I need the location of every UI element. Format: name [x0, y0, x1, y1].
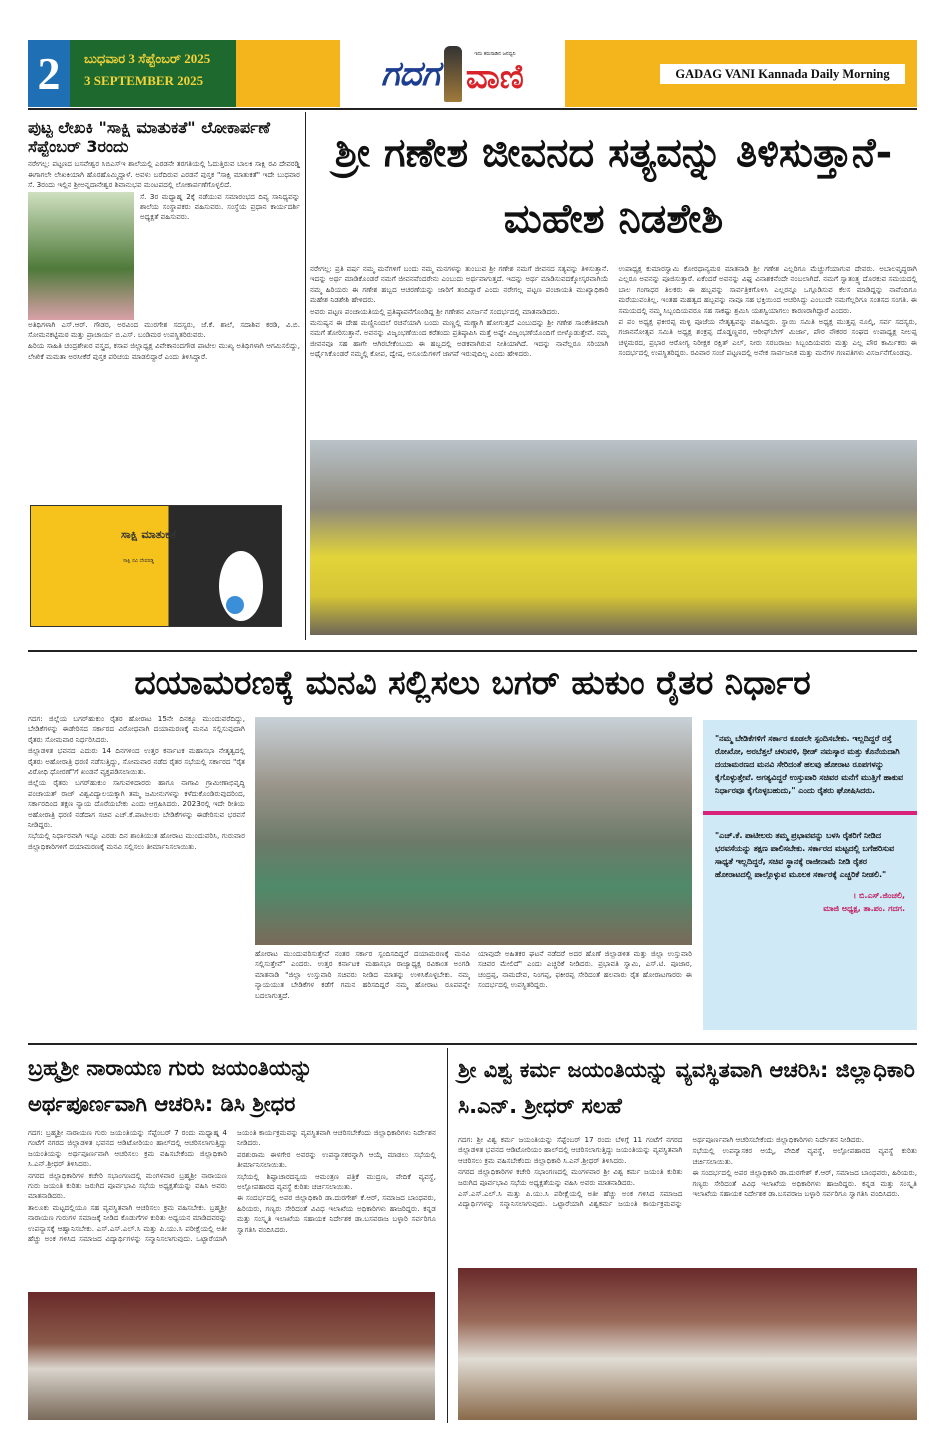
farmers-protest-photo [255, 717, 692, 945]
vishwakarma-meeting-photo [458, 1268, 917, 1420]
patil-quote: "ಎಚ್.ಕೆ. ಪಾಟೀಲರು ತಮ್ಮ ಪ್ರಭಾವವನ್ನು ಬಳಸಿ ರೈತರಿಗೆ ನೀಡಿದ ಭರವಸೆಯನ್ನು ತಕ್ಷಣ ಪಾಲಿಸಬೇಕು. ಸರ್ಕಾರದ ಮಟ್ಟದಲ್ಲಿ ಬಗೆಹರಿಸುವ ಸಾಧ್ಯತೆ ಇಲ್ಲದಿದ್ದರೆ, ಸಚಿವ ಸ್ಥಾನಕ್ಕೆ ರಾಜೀನಾಮೆ ನೀಡಿ ರೈತರ ಹೋರಾಟದಲ್ಲಿ ಪಾಲ್ಗೊಳ್ಳುವ ಮೂಲಕ ಸರ್ಕಾರಕ್ಕೆ ಎಚ್ಚರಿಕೆ ನೀಡಲಿ." [715, 831, 895, 879]
vishwakarma-headline: ಶ್ರೀ ವಿಶ್ವ ಕರ್ಮ ಜಯಂತಿಯನ್ನು ವ್ಯವಸ್ಥಿತವಾಗಿ ಆಚರಿಸಿ: ಜಿಲ್ಲಾಧಿಕಾರಿ ಸಿ.ಎನ್. ಶ್ರೀಧರ್ ಸಲಹೆ [458, 1058, 915, 1118]
paragraph: ನಗರದ ಜಿಲ್ಲಾಧಿಕಾರಿಗಳ ಕಚೇರಿ ಸಭಾಂಗಣದಲ್ಲಿ ಮಂಗಳವಾರ ಬ್ರಹ್ಮಶ್ರೀ ನಾರಾಯಣ ಗುರು ಜಯಂತಿ ಕುರಿತು ಜರುಗಿದ ಪೂರ್ವಭಾವಿ ಸಭೆಯ ಅಧ್ಯಕ್ಷತೆಯನ್ನು ವಹಿಸಿ ಅವರು ಮಾತನಾಡಿದರು. [28, 1170, 227, 1201]
article-farmers-col3 [478, 949, 692, 1035]
ganesha-procession-photo [310, 440, 917, 635]
paragraph: ತಾಲೂಕು ಮಟ್ಟದಲ್ಲಿಯೂ ಸಹ ವ್ಯವಸ್ಥಿತವಾಗಿ ಆಚರಿಸಲು ಕ್ರಮ ವಹಿಸಬೇಕು. ಬ್ರಹ್ಮಶ್ರೀ ನಾರಾಯಣ ಗುರುಗಳ ಸಮಾಜಕ್ಕೆ ನೀಡಿದ ಕೊಡುಗೆಗಳ ಕುರಿತು ಅಧ್ಯಯನ ಮಾಡಿದವರನ್ನು ಉಪನ್ಯಾಸಕ್ಕೆ ಆಹ್ವಾನಿಸಬೇಕು. ಎಸ್.ಎಸ್.ಎಲ್.ಸಿ ಮತ್ತು ಪಿ.ಯು.ಸಿ ಪರೀಕ್ಷೆಯಲ್ಲಿ ಅತೀ ಹೆಚ್ಚು ಅಂಕ ಗಳಿಸಿದ ಸಮಾಜದ ವಿದ್ಯಾರ್ಥಿಗಳನ್ನು ಸನ್ಮಾನಿಸಲಾಗುವುದು. ಒಟ್ಟಾರೆಯಾಗಿ ಜಯಂತಿ ಕಾರ್ಯಕ್ರಮವನ್ನು ವ್ಯವಸ್ಥಿತವಾಗಿ ಆಚರಿಸಬೇಕೆಂದು ಜಿಲ್ಲಾಧಿಕಾರಿಗಳು ನಿರ್ದೇಶನ ನೀಡಿದರು. [28, 1128, 436, 1244]
farmers-quote: "ನಮ್ಮ ಬೇಡಿಕೆಗಳಿಗೆ ಸರ್ಕಾರ ಕೂಡಲೇ ಸ್ಪಂದಿಸಬೇಕು. ಇಲ್ಲದಿದ್ದರೆ ರಸ್ತೆ ರೋಖೋ, ಅರಬೆತ್ತಲೆ ಚಳುವಳಿ, ಥೀಡ್ ನಮಸ್ಕಾರ ಮತ್ತು ಕೊನೆಯದಾಗಿ ದಯಾಮರಣದ ಮನವಿ ಸೇರಿದಂತೆ ಹಲವು ಹೋರಾಟ ರೂಪಗಳನ್ನು ಕೈಗೊಳ್ಳುತ್ತೇವೆ. ಅಗತ್ಯವಿದ್ದರೆ ಉಸ್ತುವಾರಿ ಸಚಿವರ ಮನೆಗೆ ಮುತ್ತಿಗೆ ಹಾಕುವ ನಿರ್ಧಾರವೂ ಕೈಗೊಳ್ಳಬಹುದು," ಎಂದು ರೈತರು ಘೋಷಿಸಿದರು. [715, 734, 904, 795]
paragraph: ಗದಗ: ಶ್ರೀ ವಿಶ್ವ ಕರ್ಮ ಜಯಂತಿಯನ್ನು ಸೆಪ್ಟೆಂಬರ್ 17 ರಂದು ಬೆಳಿಗ್ಗೆ 11 ಗಂಟೆಗೆ ನಗರದ ಜಿಲ್ಲಾಡಳಿತ ಭವನದ ಆಡಿಟೋರಿಯಂ ಹಾಲ್‌ದಲ್ಲಿ ಆಚರಿಸಲಾಗುತ್ತಿದ್ದು ಜಯಂತಿಯನ್ನು ವ್ಯವಸ್ಥಿತವಾಗಿ ಆಚರಿಸಲು ಕ್ರಮ ವಹಿಸಬೇಕೆಂದು ಜಿಲ್ಲಾಧಿಕಾರಿ ಸಿ.ಎನ್.ಶ್ರೀಧರ್ ತಿಳಿಸಿದರು. [458, 1135, 683, 1165]
earth-illustration [226, 596, 244, 614]
divider [28, 650, 917, 652]
quote-box [703, 720, 917, 1030]
paragraph: ಎಸ್.ಎಸ್.ಎಲ್.ಸಿ ಮತ್ತು ಪಿ.ಯು.ಸಿ ಪರೀಕ್ಷೆಯಲ್ಲಿ ಅತೀ ಹೆಚ್ಚು ಅಂಕ ಗಳಿಸಿದ ಸಮಾಜದ ವಿದ್ಯಾರ್ಥಿಗಳನ್ನು ಸನ್ಮಾನಿಸಲಾಗುವುದು. ಒಟ್ಟಾರೆಯಾಗಿ ವಿಶ್ವಕರ್ಮ ಜಯಂತಿ ಕಾರ್ಯಕ್ರಮವನ್ನು ಅರ್ಥಪೂರ್ಣವಾಗಿ ಆಚರಿಸಬೇಕೆಂದು ಜಿಲ್ಲಾಧಿಕಾರಿಗಳು ನಿರ್ದೇಶನ ನೀಡಿದರು. [458, 1135, 864, 1209]
article-narayana-body [28, 1128, 436, 1288]
logo-right-text: ವಾಣಿ [465, 56, 524, 97]
paragraph: ಗದಗ: ಬ್ರಹ್ಮಶ್ರೀ ನಾರಾಯಣ ಗುರು ಜಯಂತಿಯನ್ನು ಸೆಪ್ಟೆಂಬರ್ 7 ರಂದು ಮಧ್ಯಾಹ್ನ 4 ಗಂಟೆಗೆ ನಗರದ ಜಿಲ್ಲಾಡಳಿತ ಭವನದ ಆಡಿಟೋರಿಯಂ ಹಾಲ್‌ದಲ್ಲಿ ಆಚರಿಸಲಾಗುತ್ತಿದ್ದು ಜಯಂತಿಯನ್ನು ಅರ್ಥಪೂರ್ಣವಾಗಿ ಆಚರಿಸಲು ಕ್ರಮ ವಹಿಸಬೇಕೆಂದು ಜಿಲ್ಲಾಧಿಕಾರಿ ಸಿ.ಎನ್.ಶ್ರೀಧರ್ ತಿಳಿಸಿದರು. [28, 1128, 227, 1169]
article-book [28, 118, 300, 363]
paragraph: ನರೇಗಲ್ಲ: ಪಟ್ಟಣದ ಬಸವೇಶ್ವರ ಸಿಬಿಎಸ್‌ಇ ಶಾಲೆಯಲ್ಲಿ ಎರಡನೇ ತರಗತಿಯಲ್ಲಿ ಓದುತ್ತಿರುವ ಬಾಲಕಿ ಸಾಕ್ಷಿ ರವಿ ದೇವರಡ್ಡಿ ಈಗಾಗಲೇ ಲೇಖಕಿಯಾಗಿ ಹೊರಹೊಮ್ಮಿದ್ದಾಳೆ. ಅವಳು ಬರೆದಿರುವ ಎರಡನೆ ಪುಸ್ತಕ "ಸಾಕ್ಷಿ ಮಾತುಕತೆ" ಇದೇ ಬುಧವಾರ ಸೆ. 3ರಂದು ಇಲ್ಲಿನ ಶ್ರೀಅನ್ನದಾನೇಶ್ವರ ಶಿವಾನುಭವ ಮಂಟಪದಲ್ಲಿ ಲೋಕಾರ್ಪಣೆಗೊಳ್ಳಲಿದೆ. [28, 159, 300, 190]
paragraph: ಹಿರಿಯ ಸಾಹಿತಿ ಚಂದ್ರಶೇಖರ ವಸ್ತ್ರದ, ಕಸಾಪ ಜಿಲ್ಲಾಧ್ಯಕ್ಷ ವಿವೇಕಾನಂದಗೌಡ ಪಾಟೀಲ ಮುಖ್ಯ ಅತಿಥಿಗಳಾಗಿ ಆಗಮಿಸಲಿದ್ದು, ಲೇಖಿಕೆ ಮಮತಾ ಅರಸೀಕೆರೆ ಪುಸ್ತಕ ಪರಿಚಯ ಮಾಡಲಿದ್ದಾರೆ ಎಂದು ತಿಳಿಸಿದ್ದಾರೆ. [28, 341, 300, 361]
narayana-headline: ಬ್ರಹ್ಮಶ್ರೀ ನಾರಾಯಣ ಗುರು ಜಯಂತಿಯನ್ನು ಅರ್ಥಪೂರ್ಣವಾಗಿ ಆಚರಿಸಿ: ಡಿಸಿ ಶ್ರೀಧರ [28, 1056, 313, 1116]
statue-icon [444, 46, 462, 102]
paragraph: ನರೇಗಲ್ಲ: ಪ್ರತಿ ವರ್ಷ ನಮ್ಮ ಮನೆಗಳಿಗೆ ಬಂದು ನಮ್ಮ ಮನಗಳನ್ನು ತುಂಬುವ ಶ್ರೀ ಗಣೇಶ ನಮಗೆ ಜೀವನದ ಸತ್ಯವನ್ನು ತಿಳಿಸುತ್ತಾನೆ. ಇದನ್ನು ಅರ್ಥ ಮಾಡಿಕೊಂಡರೆ ನಮಗೆ ಜೀವನವೆಂದರೇನು ಎಂಬುದು ಅರ್ಥವಾಗುತ್ತದೆ. ಇದನ್ನು ಅರ್ಥ ಮಾಡಿಸುವದಕ್ಕೋಸ್ಕರವಾಗಿಯೆ ನಮ್ಮ ಹಿರಿಯರು ಈ ಗಣೇಶ ಹಬ್ಬದ ಆಚರಣೆಯನ್ನು ಜಾರಿಗೆ ತಂದಿದ್ದಾರೆ ಎಂದು ನರೇಗಲ್ಲ ಪಟ್ಟಣ ಪಂಚಾಯತಿ ಮುಖ್ಯಾಧಿಕಾರಿ ಮಹೇಶ ನಿಡಶೇಶಿ ಹೇಳಿದರು. [310, 264, 609, 305]
paragraph: ಯಾವುದೇ ಅಹಿತಕರ ಘಟನೆ ನಡೆದರೆ ಅದರ ಹೊಣೆ ಜಿಲ್ಲಾಡಳಿತ ಮತ್ತು ಜಿಲ್ಲಾ ಉಸ್ತುವಾರಿ ಸಚಿವರ ಮೇಲಿದೆ" ಎಂದು ಎಚ್ಚರಿಕೆ ನೀಡಿದರು. ಪ್ರಭಾವತಿ ಸ್ವಾಮಿ, ಎಸ್.ಟಿ. ಪೂಜಾರ, ಚಂದ್ರಪ್ಪ, ನಾಮದೇವ, ನಿಂಗಪ್ಪ, ಫಕೀರಪ್ಪ ಸೇರಿದಂತೆ ಹಲವಾರು ರೈತ ಹೋರಾಟಗಾರರು ಈ ಸಂದರ್ಭದಲ್ಲಿ ಉಪಸ್ಥಿತರಿದ್ದರು. [478, 949, 692, 990]
paragraph: ಸಭೆಯಲ್ಲಿ ಉಪನ್ಯಾಸಕರ ಆಯ್ಕೆ, ವೇದಿಕೆ ವ್ಯವಸ್ಥೆ, ಅಲ್ಪೋಪಹಾರದ ವ್ಯವಸ್ಥೆ ಕುರಿತು ಚರ್ಚಿಸಲಾಯಿತು. [692, 1146, 917, 1166]
paragraph: ಅವರು ಪಟ್ಟಣ ಪಂಚಾಯತಿಯಲ್ಲಿ ಪ್ರತಿಷ್ಠಾಪನೆಗೊಂಡಿದ್ದ ಶ್ರೀ ಗಣೇಶನ ವಿಸರ್ಜನೆ ಸಂದರ್ಭದಲ್ಲಿ ಮಾತನಾಡಿದರು. [310, 306, 560, 316]
farmers-headline: ದಯಾಮರಣಕ್ಕೆ ಮನವಿ ಸಲ್ಲಿಸಲು ಬಗರ್ ಹುಕುಂ ರೈತರ ನಿರ್ಧಾರ [134, 663, 811, 702]
paragraph: ಮನುಷ್ಯನ ಈ ದೇಹ ಮಣ್ಣಿನಿಂದಲೆ ರಚನೆಯಾಗಿ ಬಂದು ಮಣ್ಣಲ್ಲಿ ಮಣ್ಣಾಗಿ ಹೋಗುತ್ತದೆ ಎಂಬುದನ್ನು ಶ್ರೀ ಗಣೇಶ ಸಾಂಕೇತಿಕವಾಗಿ ನಮಗೆ ತೋರಿಸುತ್ತಾನೆ. ಅವನನ್ನು ವಿಜೃಂಭಣೆಯಿಂದ ಕರೆತಂದು ಪ್ರತಿಷ್ಠಾಪಿಸಿ ಮತ್ತೆ ಅಷ್ಟೇ ವಿಜೃಂಭಣೆಯೊಂದಿಗೆ ಬೀಳ್ಕೊಡುತ್ತೇವೆ. ನಮ್ಮ ಜೀವನವೂ ಸಹ ಹಾಗೇ ಆಗಿರಬೇಕೆಂಬುದು ಈ ಹಬ್ಬದಲ್ಲಿ ಅಡಕವಾಗಿರುವ ನೀತಿಯಾಗಿದೆ. ಇದನ್ನು ನಾವೆಲ್ಲರೂ ಸರಿಯಾಗಿ ಅರ್ಥೈಸಿಕೊಂಡರೆ ನಮ್ಮಲ್ಲಿ ಕೋಪ, ದ್ವೇಷ, ಅಸೂಯೆಗಳಿಗೆ ಜಾಗವೆ ಇರುವುದಿಲ್ಲ ಎಂದು ಹೇಳಿದರು. [310, 318, 609, 359]
article-farmers-col1 [28, 714, 245, 1036]
book-title: ಸಾಕ್ಷಿ ಮಾತುಕತೆ [121, 528, 177, 541]
paragraph: ಪರಶುರಾಮ ಈಳಗೇರ ಅವರನ್ನು ಉಪನ್ಯಾಸಕರನ್ನಾಗಿ ಆಯ್ಕೆ ಮಾಡಲು ಸಭೆಯಲ್ಲಿ ತೀರ್ಮಾನಿಸಲಾಯಿತು. [237, 1149, 436, 1170]
paragraph: ಉಪಾಧ್ಯಕ್ಷ ಕುಮಾರಸ್ವಾಮಿ ಕೋರಧಾನ್ಯಮಠ ಮಾತನಾಡಿ ಶ್ರೀ ಗಣೇಶ ಎಲ್ಲರಿಗೂ ಮೆಚ್ಚುಗೆಯಾಗುವ ದೇವರು. ಅಬಾಲವೃದ್ಧರಾಗಿ ಎಲ್ಲರೂ ಅವನನ್ನು ಪೂಜಿಸುತ್ತಾರೆ. ಏಕೆಂದರೆ ಅವನನ್ನು ವಿಘ್ನ ವಿನಾಶಕನೆಂದೇ ನಂಬಲಾಗಿದೆ. ನಮಗೆ ಸ್ವಾತಂತ್ರ್ಯ ದೊರಕುವ ಸಮಯದಲ್ಲಿ ಬಾಲ ಗಂಗಾಧರ ತಿಲಕರು ಈ ಹಬ್ಬವನ್ನು ಸಾರ್ವತ್ರಿಕಗೊಳಿಸಿ ಎಲ್ಲರನ್ನೂ ಒಗ್ಗೂಡಿಸುವ ಕೆಲಸ ಮಾಡಿದ್ದನ್ನು ನಾವೆಂದಿಗೂ ಮರೆಯುವಂತಿಲ್ಲ. ಇಂತಹ ಮಹತ್ವದ ಹಬ್ಬವನ್ನು ನಾವೂ ಸಹ ಭಕ್ತಿಯಿಂದ ಆಚರಿಸಿದ್ದು ಎಂಬುದೇ ನಮಗೆಲ್ಲರಿಗೂ ಸಂತಸದ ಸಂಗತಿ. ಈ ಸಮಯದಲ್ಲಿ ನಮ್ಮ ಸಿಬ್ಬಂದಿಯವರೂ ಸಹ ಸಾಕಷ್ಟು ಶ್ರಮಿಸಿ ಯಶಸ್ವಿಯಾಗಲು ಕಾರಣರಾಗಿದ್ದಾರೆ ಎಂದರು. [618, 264, 917, 315]
logo-left-text: ಗದಗ [381, 53, 440, 94]
narayana-meeting-photo [28, 1292, 435, 1420]
paragraph: ಈ ಸಂದರ್ಭದಲ್ಲಿ ಅಪರ ಜಿಲ್ಲಾಧಿಕಾರಿ ಡಾ.ದುರಗೇಶ್ ಕೆ.ಆರ್, ಸಮಾಜದ ಬಾಂಧವರು, ಹಿರಿಯರು, ಗಣ್ಯರು ಸೇರಿದಂತೆ ವಿವಿಧ ಇಲಾಖೆಯ ಅಧಿಕಾರಿಗಳು ಹಾಜರಿದ್ದರು. ಕನ್ನಡ ಮತ್ತು ಸಂಸ್ಕೃತಿ ಇಲಾಖೆಯ ಸಹಾಯಕ ನಿರ್ದೇಶಕ ಡಾ.ಬಸವರಾಜ ಬಳ್ಳಾರಿ ಸರ್ವರಿಗೂ ಸ್ವಾಗತಿಸಿ ವಂದಿಸಿದರು. [237, 1193, 436, 1234]
paragraph: ಈ ಸಂದರ್ಭದಲ್ಲಿ ಅಪರ ಜಿಲ್ಲಾಧಿಕಾರಿ ಡಾ.ದುರಗೇಶ್ ಕೆ.ಆರ್, ಸಮಾಜದ ಬಾಂಧವರು, ಹಿರಿಯರು, ಗಣ್ಯರು ಸೇರಿದಂತೆ ವಿವಿಧ ಇಲಾಖೆಯ ಅಧಿಕಾರಿಗಳು ಹಾಜರಿದ್ದರು. ಕನ್ನಡ ಮತ್ತು ಸಂಸ್ಕೃತಿ ಇಲಾಖೆಯ ಸಹಾಯಕ ನಿರ್ದೇಶಕ ಡಾ.ಬಸವರಾಜ ಬಳ್ಳಾರಿ ಸರ್ವರಿಗೂ ಸ್ವಾಗತಿಸಿ ವಂದಿಸಿದರು. [692, 1168, 917, 1199]
paragraph: ನಗರದ ಜಿಲ್ಲಾಧಿಕಾರಿಗಳ ಕಚೇರಿ ಸಭಾಂಗಣದಲ್ಲಿ ಮಂಗಳವಾರ ಶ್ರೀ ವಿಶ್ವ ಕರ್ಮ ಜಯಂತಿ ಕುರಿತು ಜರುಗಿದ ಪೂರ್ವಭಾವಿ ಸಭೆಯ ಅಧ್ಯಕ್ಷತೆಯನ್ನು ವಹಿಸಿ ಅವರು ಮಾತನಾಡಿದರು. [458, 1167, 683, 1187]
paragraph: ಸಭೆಯಲ್ಲಿ ಶಿಷ್ಟಾಚಾರದನ್ವಯ ಆಮಂತ್ರಣ ಪತ್ರಿಕೆ ಮುದ್ರಣ, ವೇದಿಕೆ ವ್ಯವಸ್ಥೆ, ಅಲ್ಪೋಪಹಾರದ ವ್ಯವಸ್ಥೆ ಕುರಿತು ಚರ್ಚಿಸಲಾಯಿತು. [237, 1171, 436, 1192]
logo-tagline: ಇದು ಕರುನಾಡಿನ ಜನಧ್ವನಿ [474, 50, 516, 57]
main-headline: ಶ್ರೀ ಗಣೇಶ ಜೀವನದ ಸತ್ಯವನ್ನು ತಿಳಿಸುತ್ತಾನೆ- ಮಹೇಶ ನಿಡಶೇಶಿ [334, 130, 893, 242]
date-kannada: ಬುಧವಾರ 3 ಸೆಪ್ಟೆಂಬರ್ 2025 [84, 51, 211, 66]
paragraph: ಸೆ. 3ರ ಮಧ್ಯಾಹ್ನ 2ಕ್ಕೆ ನಡೆಯುವ ಸಮಾರಂಭದ ದಿವ್ಯ ಸಾನಿಧ್ಯವನ್ನು ಶಾಲೆಯ ಸಂಸ್ಥಾಪಕರು ವಹಿಸುವರು. ಸಂಸ್ಥೆಯ ಪ್ರಧಾನ ಕಾರ್ಯದರ್ಶಿ ಅಧ್ಯಕ್ಷತೆ ವಹಿಸುವರು. [140, 191, 300, 222]
quote-separator [703, 811, 917, 815]
article-vishwakarma-body [458, 1135, 917, 1263]
divider [447, 1048, 448, 1423]
article-farmers-col2 [255, 949, 470, 1035]
paragraph: ಅತಿಥಿಗಳಾಗಿ ಎಸ್.ಆರ್. ಗೌಡರ, ಅರವಿಂದ ಮುರಗೇಶ ಸದಸ್ಯರು, ಜೆ.ಕೆ. ಶಾಲೆ, ಸದಾಶಿವ ಕರಡಿ, ವಿ.ಬಿ. ಸೋಮನಕಟ್ಟಿಮಠ ಮತ್ತು ಪ್ರಾಚಾರ್ಯ ಬಿ.ಎಸ್. ಬಂಡಿಮಠ ಉಪಸ್ಥಿತರಿರುವರು. [28, 319, 300, 339]
girl-photo [28, 192, 134, 320]
date-english: 3 SEPTEMBER 2025 [84, 73, 204, 88]
headline: ಪುಟ್ಟ ಲೇಖಕಿ "ಸಾಕ್ಷಿ ಮಾತುಕತೆ" ಲೋಕಾರ್ಪಣೆ ಸೆಪ್ಟೆಂಬರ್ 3ರಂದು [28, 118, 271, 157]
paragraph: ಸಭೆಯಲ್ಲಿ ನಿರ್ಧಾರವಾಗಿ ಇನ್ನೂ ಎರಡು ದಿನ ಶಾಂತಿಯುತ ಹೋರಾಟ ಮುಂದುವರಿಸಿ, ಗುರುವಾರ ಜಿಲ್ಲಾಧಿಕಾರಿಗಳಿಗೆ ದಯಾಮರಣಕ್ಕೆ ಮನವಿ ಸಲ್ಲಿಸಲು ತೀರ್ಮಾನಿಸಲಾಯಿತು. [28, 831, 245, 851]
divider [28, 1043, 917, 1045]
newspaper-logo [340, 40, 565, 107]
quote-signature-name: । ಬಿ.ಎಸ್.ಜಿಂಚಲಿ, [853, 891, 905, 900]
paragraph: ಗದಗ: ಜಿಲ್ಲೆಯ ಬಗರ್‌ಹುಕುಂ ರೈತರ ಹೋರಾಟ 15ನೇ ದಿನಕ್ಕೂ ಮುಂದುವರೆದಿದ್ದು, ಬೇಡಿಕೆಗಳನ್ನು ಈಡೇರಿಸದ ಸರ್ಕಾರದ ವಿರೋಧವಾಗಿ ದಯಾಮರಣಕ್ಕೆ ಮನವಿ ಸಲ್ಲಿಸುವುದಾಗಿ ರೈತರು ಸೋಮವಾರ ನಿರ್ಧರಿಸಿದರು. [28, 714, 245, 744]
book-author: ಸಾಕ್ಷಿ ರವಿ ದೇವರಡ್ಡಿ [123, 558, 155, 564]
paragraph: ಹೋರಾಟ ಮುಂದುವರಿಸುತ್ತೇವೆ ನಂತರ ಸರ್ಕಾರ ಸ್ಪಂದಿಸದಿದ್ದರೆ ದಯಾಮರಣಕ್ಕೆ ಮನವಿ ಸಲ್ಲಿಸುತ್ತೇವೆ" ಎಂದರು. ಉತ್ತರ ಕರ್ನಾಟಕ ಮಹಾಸಭಾ ರಾಜ್ಯಾಧ್ಯಕ್ಷ ರವಿಕಾಂತ ಅಂಗಡಿ ಮಾತನಾಡಿ "ಜಿಲ್ಲಾ ಉಸ್ತುವಾರಿ ಸಚಿವರು ನೀಡಿದ ಮಾತನ್ನು ಉಳಿಸಿಕೊಳ್ಳಬೇಕು. ನಮ್ಮ ನ್ಯಾಯಯುತ ಬೇಡಿಕೆಗಳ ಕಡೆಗೆ ಗಮನ ಹರಿಸದಿದ್ದರೆ ನಮ್ಮ ಹೋರಾಟ ರೂಪವನ್ನೇ ಬದಲಾಗುತ್ತದೆ. [255, 949, 470, 1000]
divider [28, 108, 917, 110]
edition-label: GADAG VANI Kannada Daily Morning [660, 64, 905, 84]
quote-signature-title: ಮಾಜಿ ಅಧ್ಯಕ್ಷ, ತಾ.ಪಂ. ಗದಗ. [823, 904, 905, 913]
article-ganesha-body [310, 264, 917, 434]
date-block [70, 40, 236, 107]
book-cover-image [30, 505, 282, 627]
divider [305, 112, 306, 640]
paragraph: ಪ ಪಂ ಅಧ್ಯಕ್ಷ ಫಕೀರಪ್ಪ ಮಳ್ಳಿ ಪೂಜೆಯ ನೇತೃತ್ವವನ್ನು ವಹಿಸಿದ್ದರು. ಸ್ಥಾಯಿ ಸಮಿತಿ ಅಧ್ಯಕ್ಷ ಮುತ್ತಪ್ಪ ನೂಲ್ಕಿ, ಸರ್ವ ಸದಸ್ಯರು, ಗಜಾನನೋತ್ಸವ ಸಮಿತಿ ಅಧ್ಯಕ್ಷ ಶಂಕ್ರಪ್ಪ ದೊಡ್ಡಣ್ಣವರ, ಆರೀಫ್‌ಬೇಗ್ ಮಿರ್ಜಾ, ಪೌರ ನೌಕರರ ಸಂಘದ ಉಪಾಧ್ಯಕ್ಷ ನೀಲಪ್ಪ ಚಳ್ಳಮರದ, ಪ್ರಭಾರ ಆರೋಗ್ಯ ನಿರೀಕ್ಷಕ ರಕ್ಷಿತ್ ಎಲ್, ನೀರು ಸರಬರಾಜು ಸಿಬ್ಬಂದಿಯವರು ಮತ್ತು ಎಲ್ಲ ಪೌರ ಕಾರ್ಮಿಕರು ಈ ಸಂದರ್ಭದಲ್ಲಿ ಉಪಸ್ಥಿತರಿದ್ದರು. ರವಿವಾರ ಸಂಜೆ ಪಟ್ಟಣದಲ್ಲಿ ಅನೇಕ ಸಾರ್ವಜನಿಕ ಮತ್ತು ಮನೆಗಳ ಗಣಪತಿಗಳು ವಿಸರ್ಜನೆಗೊಂಡವು. [618, 317, 917, 358]
paragraph: ಜಿಲ್ಲಾಡಳಿತ ಭವನದ ಎದುರು 14 ದಿನಗಳಿಂದ ಉತ್ತರ ಕರ್ನಾಟಕ ಮಹಾಸಭಾ ನೇತೃತ್ವದಲ್ಲಿ ರೈತರು ಅಹೋರಾತ್ರಿ ಧರಣಿ ನಡೆಸುತ್ತಿದ್ದು, ಸೋಮವಾರ ನಡೆದ ರೈತರ ಸಭೆಯಲ್ಲಿ ಸರ್ಕಾರದ "ರೈತ ವಿರೋಧಿ ಧೋರಣೆ"ಗೆ ಖಂಡನೆ ವ್ಯಕ್ತಪಡಿಸಲಾಯಿತು. [28, 746, 245, 777]
page-number: 2 [28, 40, 70, 107]
paragraph: ಜಿಲ್ಲೆಯ ರೈತರು ಬಗರ್‌ಹುಕುಂ ಸಾಗುವಳಿದಾರರು ಹಾಗೂ ನಾಗಾವಿ ಗ್ರಾಮೀಣಾಭಿವೃದ್ಧಿ ಪಂಚಾಯತ್ ರಾಜ್ ವಿಶ್ವವಿದ್ಯಾಲಯಕ್ಕಾಗಿ ತಮ್ಮ ಜಮೀನುಗಳನ್ನು ಕಳೆದುಕೊಂಡಿರುವುದರಿಂದ, ಸರ್ಕಾರದಿಂದ ತಕ್ಷಣ ನ್ಯಾಯ ದೊರೆಯಬೇಕು ಎಂದು ಆಗ್ರಹಿಸಿದರು. 2023ರಲ್ಲಿ ಇದೇ ರೀತಿಯ ಅಹೋರಾತ್ರಿ ಧರಣಿ ನಡೆದಾಗ ಸಚಿವ ಎಚ್.ಕೆ.ಪಾಟೀಲರು ಬೇಡಿಕೆಗಳನ್ನು ಈಡೇರಿಸುವ ಭರವಸೆ ನೀಡಿದ್ದರು. [28, 778, 245, 830]
header-band [236, 40, 340, 107]
